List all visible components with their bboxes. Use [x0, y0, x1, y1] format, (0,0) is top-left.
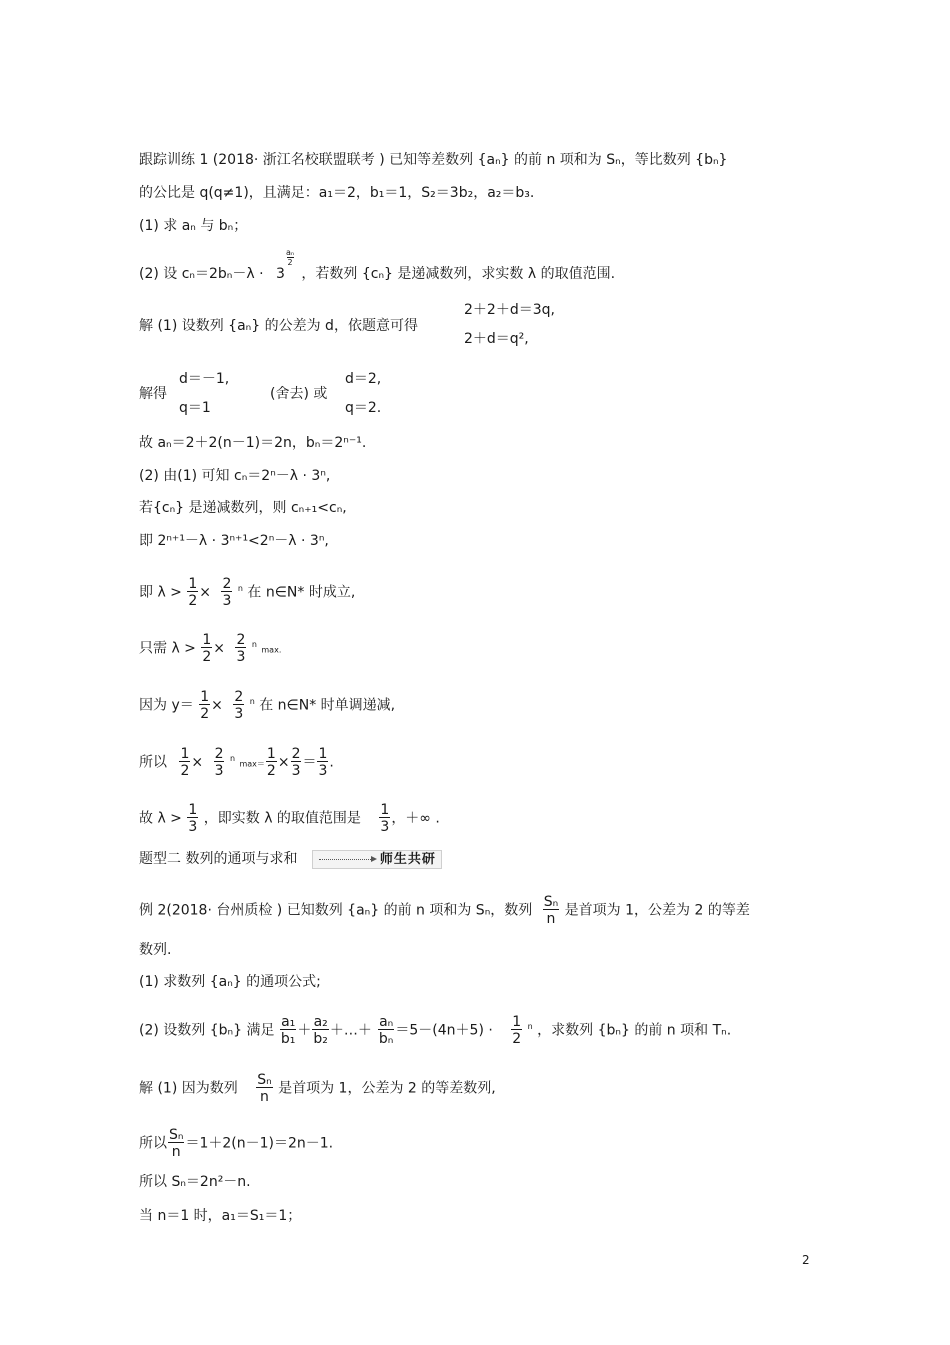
text: 故 λ > [139, 810, 182, 827]
denominator: 2 [180, 763, 190, 779]
solution-max: 只需 λ > $\frac{1}{2}$ × $\frac{2}{3}$ $^n$ max. [139, 632, 282, 665]
example-question-2: (2) 设数列 {bₙ} 满足 $\frac{\text{a₁}}{\text{b₁}}$ ＋ $\frac{\text{a₂}}{\text{b₂}}$ ＋…＋ $\frac{\text{aₙ}}{\text{bₙ}}$ ＝5－(4n＋5) · $\frac{1}{2}$ $^n$ ，求数列 {bₙ} 的前 n 项和 Tₙ. [139, 1014, 732, 1047]
numerator: 1 [318, 746, 328, 762]
solution-line-cn: (2) 由(1) 可知 cₙ＝2ⁿ－λ · 3ⁿ, [139, 468, 331, 484]
teacher-student-badge [312, 850, 442, 869]
fraction-1-2 [187, 577, 198, 608]
solve-label: 解得 [139, 386, 167, 402]
example-line-1 [139, 895, 750, 926]
text: 因为 y＝ [139, 697, 194, 714]
fraction-2-3 [291, 747, 302, 778]
power-n: n [527, 1021, 533, 1031]
denominator: 3 [291, 763, 301, 779]
numerator: Sₙ [169, 1127, 184, 1143]
question-1: (1) 求 aₙ 与 bₙ； [139, 218, 248, 234]
max-label: max＝ [239, 759, 265, 769]
text: 在 n∈N* 时成立, [247, 584, 356, 601]
question-2-end: ，若数列 {cₙ} 是递减数列，求实数 λ 的取值范围. [301, 266, 616, 282]
equation-system-3-row-1: d＝2, [345, 371, 382, 387]
fraction-an-bn [378, 1015, 394, 1046]
exponent-numerator: aₙ [286, 248, 295, 257]
fraction-1-3 [317, 747, 328, 778]
fraction-1-2 [179, 747, 190, 778]
text: 是首项为 1，公差为 2 的等差数列, [278, 1080, 496, 1097]
denominator: 2 [512, 1031, 522, 1047]
max-label: max. [261, 645, 282, 655]
denominator: 3 [214, 763, 224, 779]
fraction-sn-n [543, 895, 559, 926]
numerator: 1 [200, 689, 210, 705]
equation-system-2-row-1: d＝－1, [179, 371, 230, 387]
numerator: 2 [291, 746, 301, 762]
fraction-2-3 [233, 690, 244, 721]
numerator: 2 [236, 632, 246, 648]
fraction-a2-b2 [312, 1015, 329, 1046]
numerator: aₙ [379, 1014, 394, 1030]
numerator: 2 [222, 576, 232, 592]
power-n: n [249, 696, 255, 706]
text: ＝1＋2(n－1)＝2n－1. [185, 1135, 334, 1152]
text: 解 (1) 因为数列 [139, 1080, 238, 1097]
power-3-an-over-2 [276, 248, 295, 284]
denominator: b₂ [313, 1031, 328, 1047]
denominator: 3 [222, 593, 232, 609]
solution-conclusion [139, 803, 440, 834]
denominator: 2 [200, 706, 210, 722]
denominator: n [168, 1142, 184, 1159]
fraction-2-3 [235, 633, 246, 664]
solution-lambda-bound: 即 λ > $\frac{1}{2}$ × $\frac{2}{3}$ $^n$ 在 n∈N* 时成立, [139, 576, 356, 609]
denominator: 3 [188, 819, 198, 835]
text: ＋…＋ [329, 1022, 372, 1039]
example-solution-4: 当 n＝1 时，a₁＝S₁＝1； [139, 1208, 302, 1224]
section-title-text: 题型二 数列的通项与求和 [139, 851, 298, 867]
text: 所以 [139, 754, 167, 771]
equation-system-3-row-2: q＝2. [345, 400, 382, 416]
power-exponent [286, 248, 294, 267]
fraction-1-2 [199, 690, 210, 721]
badge-label: 师生共研 [379, 851, 436, 867]
page-number: 2 [802, 1253, 810, 1267]
example-solution-3: 所以 Sₙ＝2n²－n. [139, 1174, 251, 1190]
text: ，求数列 {bₙ} 的前 n 项和 Tₙ. [537, 1022, 732, 1039]
example-solution-1 [139, 1073, 496, 1104]
numerator: 1 [266, 746, 276, 762]
question-2-start: (2) 设 cₙ＝2bₙ－λ · [139, 266, 264, 282]
numerator: 2 [234, 689, 244, 705]
fraction-a1-b1 [280, 1015, 297, 1046]
text: 例 2(2018· 台州质检 ) 已知数列 {aₙ} 的前 n 项和为 Sₙ，数列 [139, 902, 533, 919]
denominator: 3 [234, 706, 244, 722]
example-solution-2 [139, 1128, 333, 1159]
discard-or-label: (舍去) 或 [270, 386, 328, 402]
denominator: 2 [202, 649, 212, 665]
exercise-line-1: 跟踪训练 1 (2018· 浙江名校联盟联考 ) 已知等差数列 {aₙ} 的前 n 项和为 Sₙ，等比数列 {bₙ} [139, 152, 728, 168]
equation-system-1-row-2: 2＋d＝q², [464, 331, 529, 347]
numerator: 1 [512, 1014, 522, 1030]
numerator: Sₙ [257, 1072, 272, 1088]
numerator: Sₙ [543, 894, 559, 910]
exercise-line-2: 的公比是 q(q≠1)，且满足：a₁＝2，b₁＝1，S₂＝3b₂，a₂＝b₃. [139, 185, 535, 201]
question-2 [139, 248, 616, 284]
text: ，＋∞ . [391, 810, 440, 827]
text: 是首项为 1，公差为 2 的等差 [564, 902, 750, 919]
solution-monotone: 因为 y＝ $\frac{1}{2}$ × $\frac{2}{3}$ $^n$ 在 n∈N* 时单调递减, [139, 689, 396, 722]
denominator: 2 [188, 593, 198, 609]
power-base: 3 [276, 266, 285, 282]
power-n: n [251, 639, 257, 649]
solution-max-value: 所以 $\frac{1}{2}$ × $\frac{2}{3}$ $^n$ max＝ $\frac{1}{2}$ × $\frac{2}{3}$ ＝ $\frac{1}{3}$ . [139, 746, 334, 779]
equation-system-1-row-1: 2＋2＋d＝3q, [464, 302, 555, 318]
solution-decreasing: 若{cₙ} 是递减数列，则 cₙ₊₁<cₙ, [139, 500, 347, 516]
example-line-2: 数列. [139, 942, 172, 958]
numerator: 2 [214, 746, 224, 762]
text: 所以 [139, 1135, 167, 1152]
exponent-denominator: 2 [287, 258, 293, 267]
solution-result: 故 aₙ＝2＋2(n－1)＝2n，bₙ＝2ⁿ⁻¹. [139, 435, 367, 451]
fraction-1-3 [379, 803, 390, 834]
fraction-1-2 [511, 1015, 522, 1046]
text: 即 λ > [139, 584, 182, 601]
power-n: n [237, 583, 243, 593]
fraction-2-3 [221, 577, 232, 608]
denominator: n [543, 909, 559, 926]
denominator: bₙ [378, 1031, 394, 1047]
text: 只需 λ > [139, 640, 196, 657]
equation-system-2-row-2: q＝1 [179, 400, 211, 416]
fraction-sn-n [256, 1073, 272, 1104]
fraction-1-2 [266, 747, 277, 778]
text: 在 n∈N* 时单调递减, [259, 697, 396, 714]
denominator: 3 [380, 819, 390, 835]
solution-line-1: 解 (1) 设数列 {aₙ} 的公差为 d，依题意可得 [139, 318, 418, 334]
numerator: 1 [188, 802, 198, 818]
text: ，即实数 λ 的取值范围是 [203, 810, 361, 827]
arrow-icon [319, 859, 373, 860]
numerator: 1 [202, 632, 212, 648]
fraction-1-2 [201, 633, 212, 664]
section-title [139, 849, 442, 869]
power-n: n [229, 753, 236, 763]
solution-inequality: 即 2ⁿ⁺¹－λ · 3ⁿ⁺¹<2ⁿ－λ · 3ⁿ, [139, 533, 329, 549]
numerator: 1 [180, 746, 190, 762]
fraction-1-3 [187, 803, 198, 834]
numerator: a₁ [281, 1014, 296, 1030]
text: (2) 设数列 {bₙ} 满足 [139, 1022, 275, 1039]
numerator: 1 [188, 576, 198, 592]
example-question-1: (1) 求数列 {aₙ} 的通项公式; [139, 974, 321, 990]
numerator: a₂ [313, 1014, 328, 1030]
denominator: 3 [236, 649, 246, 665]
denominator: 3 [318, 763, 328, 779]
fraction-sn-n [168, 1128, 184, 1159]
denominator: b₁ [280, 1031, 296, 1047]
numerator: 1 [380, 802, 390, 818]
fraction-2-3 [214, 747, 225, 778]
denominator: 2 [266, 763, 276, 779]
denominator: n [256, 1087, 272, 1104]
text: ＝5－(4n＋5) · [395, 1022, 493, 1039]
